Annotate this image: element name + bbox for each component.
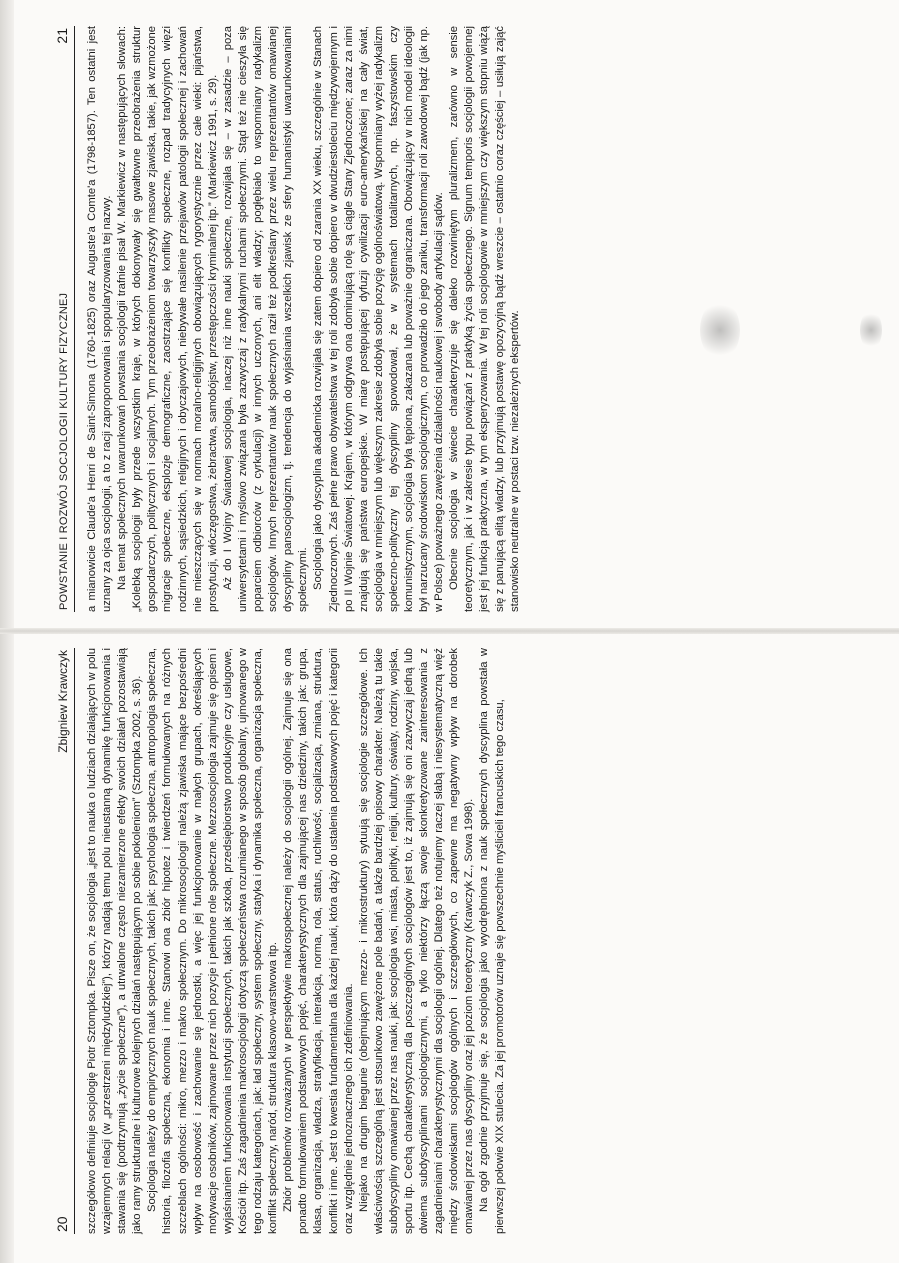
paragraph: Na ogół zgodnie przyjmuje się, że socjologia jako wyodrębniona z nauk społecznych dyscyplina powstała w pierwszej połowie XIX stulecia. Za jej promotorów uznaje się powszechnie myślicieli francuskich tego czasu, xyxy=(478,648,506,1234)
page-header xyxy=(54,648,75,1234)
book-gutter xyxy=(0,628,899,634)
paragraph: szczegółowo definiuje socjologię Piotr Sztompka. Pisze on, że socjologia „jest to nauka o ludziach działających w polu wzajemnych relacji (w „przestrzeni międzyludzkiej”), którzy nadają temu polu nieustanną dynamikę funkcjonowania i stawania się (podtrzymują „życie społeczne”), a utrwalone często niezamierzone efekty swoich działań pozostawiają jako ramy strukturalne i kulturowe kolejnych działań następującym po sobie pokoleniom” (Sztompka 2002, s. 36). xyxy=(86,648,144,1234)
page-20 xyxy=(48,642,848,1240)
scan-smudge xyxy=(860,310,882,350)
paragraph: Socjologia jako dyscyplina akademicka rozwijała się zatem dopiero od zarania XX wieku, szczególnie w Stanach Zjednoczonych. Zaś pełne prawo obywatelstwa w tej roli zdobyła sobie dopiero w dwudziestoleciu międzywojennym i po II Wojnie Światowej. Krajem, w którym odgrywa ona dominującą rolę są ciągle Stany Zjednoczone; zaraz za nimi znajdują się państwa europejskie. W miarę postępującej dyfuzji cywilizacji euro-amerykańskiej na cały świat, socjologia w mniejszym lub większym zakresie zdobyła sobie pozycję ogólnoświatową. Wspomniany wyżej radykalizm społeczno-polityczny tej dyscypliny spowodował, że w systemach totalitarnych, np. faszystowskim czy komunistycznym, socjologia była tępiona, zakazana lub poważnie ograniczana. Obowiązujący w nich model ideologii był narzucany środowiskom socjologicznym, co prowadziło do jego zaniku, transformacji roli zawodowej bądź (jak np. w Polsce) poważnego zawężenia działalności naukowej i swobody artykulacji sądów. xyxy=(312,26,446,612)
paragraph: Zbiór problemów rozważanych w perspektywie makrospołecznej należy do socjologii ogólnej. Zajmuje się ona ponadto formułowaniem podstawowych pojęć, charakterystycznych dla zajmującej nas dziedziny, takich jak: grupa, klasa, organizacja, władza, stratyfikacja, interakcja, norma, rola, status, ruchliwość, socjalizacja, zmiana, struktura, konflikt i inne. Jest to kwestia fundamentalna dla każdej nauki, która dąży do ustalenia podstawowych pojęć i kategorii oraz względnie jednoznacznego ich zdefiniowania. xyxy=(282,648,355,1234)
paragraph: Niejako na drugim biegunie (obejmującym mezzo- i mikrostruktury) sytuują się socjologie szczegółowe. Ich właściwością szczególną jest stosunkowo zawężone pole badań, a także bardziej opisowy charakter. Należą tu takie subdyscypliny omawianej przez nas nauki, jak: socjologia wsi, miasta, polityki, religii, kultury, oświaty, rodziny, wojska, sportu itp. Cechą charakterystyczną dla poszczególnych socjologów jest to, iż zajmują się oni zazwyczaj jedną lub dwiema subdyscyplinami socjologicznymi, a tylko niektórzy łączą swoje skonkretyzowane zainteresowania z zagadnieniami charakterystycznymi dla socjologii ogólnej. Dlatego też notujemy raczej słabą i niesystematyczną więź między środowiskami socjologów ogólnych i szczegółowych, co zapewne ma negatywny wpływ na dorobek omawianej przez nas dyscypliny oraz jej poziom teoretyczny (Krawczyk Z., Sowa 1998). xyxy=(357,648,476,1234)
body-text xyxy=(85,648,508,1234)
page-21 xyxy=(48,20,848,618)
paragraph: Obecnie socjologia w świecie charakteryzuje się daleko rozwiniętym pluralizmem, zarówno w sensie teoretycznym, jak i w zakresie typu powiązań z praktyką życia społecznego. Signum temporis socjologii powojennej jest jej funkcja praktyczna, w tym eksperyzowania. W tej roli socjologowie w mniejszym czy większym stopniu wiążą się z panującą elitą władzy, lub przyjmują postawę opozycyjną bądź wreszcie – ostatnio coraz częściej – usiłują zająć stanowisko neutralne w postaci tzw. niezależnych ekspertów. xyxy=(448,26,521,612)
page-header xyxy=(54,26,75,612)
paragraph: a mianowicie Claude'a Henri de Saint-Simona (1760-1825) oraz Auguste'a Comte'a (1798-1857). Ten ostatni jest uznany za ojca socjologii, a to z racji zaproponowania i spopularyzowania tej nazwy. xyxy=(86,26,114,612)
running-head: POWSTANIE I ROZWÓJ SOCJOLOGII KULTURY FIZYCZNEJ xyxy=(58,292,70,610)
paragraph: Na temat społecznych uwarunkowań powstania socjologii trafnie pisał W. Markiewicz w następujących słowach: „Kolebką socjologii były przede wszystkim kraje, w których dokonywały się gwałtowne przeobrażenia struktur gospodarczych, politycznych i socjalnych. Tym przeobrażeniom towarzyszyły masowe zjawiska, takie, jak wzmożone migracje społeczne, eksplozje demograficzne, zaostrzające się konflikty społeczne, rozpad tradycyjnych więzi rodzinnych, sąsiedzkich, religijnych i obyczajowych, niebywałe nasilenie przejawów patologii społecznej i zachowań nie mieszczących się w normach moralno-religijnych obowiązujących rygorystycznie przez całe wieki: pijaństwa, prostytucji, włóczęgostwa, żebractwa, samobójstw, przestępczości kryminalnej itp.” (Markiewicz 1991, s. 29). xyxy=(116,26,219,612)
body-text xyxy=(85,26,523,612)
paragraph: Aż do I Wojny Światowej socjologia, inaczej niż inne nauki społeczne, rozwijała się – w zasadzie – poza uniwersytetami i myślowo związana była zazwyczaj z radykalnymi ruchami społecznymi. Stąd też nie cieszyła się poparciem odbiorców (z cyrkulacji) w innych uczonych, ani elit władzy; pogłębiało to wspomniany radykalizm socjologów. Innych reprezentantów nauk społecznych raził też podkreślany przez wielu reprezentantów omawianej dyscypliny pansocjologizm, tj. tendencja do wyjaśniania wszelkich zjawisk ze sfery humanistyki uwarunkowaniami społecznymi. xyxy=(221,26,310,612)
paragraph: Socjologia należy do empirycznych nauk społecznych, takich jak: psychologia społeczna, antropologia społeczna, historia, filozofia społeczna, ekonomia i inne. Stanowi ona zbiór hipotez i twierdzeń formułowanych na różnych szczeblach ogólności: mikro, mezzo i makro społecznym. Do mikrosocjologii należą zjawiska mające bezpośredni wpływ na osobowość i zachowanie się jednostki, a więc jej funkcjonowanie w małych grupach, określających motywacje osobników, zajmowane przez nich pozycje i pełnione role społeczne. Mezzosocjologia zajmuje się opisem i wyjaśnianiem funkcjonowania instytucji społecznych, takich jak szkoła, przedsiębiorstwo produkcyjne czy usługowe, Kościół itp. Zaś zagadnienia makrosocjologii dotyczą społeczeństwa rozumianego w sposób globalny, ujmowanego w tego rodzaju kategoriach, jak: ład społeczny, system społeczny, statyka i dynamika społeczna, organizacja społeczna, konflikt społeczny, naród, struktura klasowo-warstwowa itp. xyxy=(146,648,280,1234)
page-number: 20 xyxy=(54,1216,70,1232)
page-number: 21 xyxy=(54,28,70,44)
running-head: Zbigniew Krawczyk xyxy=(56,650,70,753)
